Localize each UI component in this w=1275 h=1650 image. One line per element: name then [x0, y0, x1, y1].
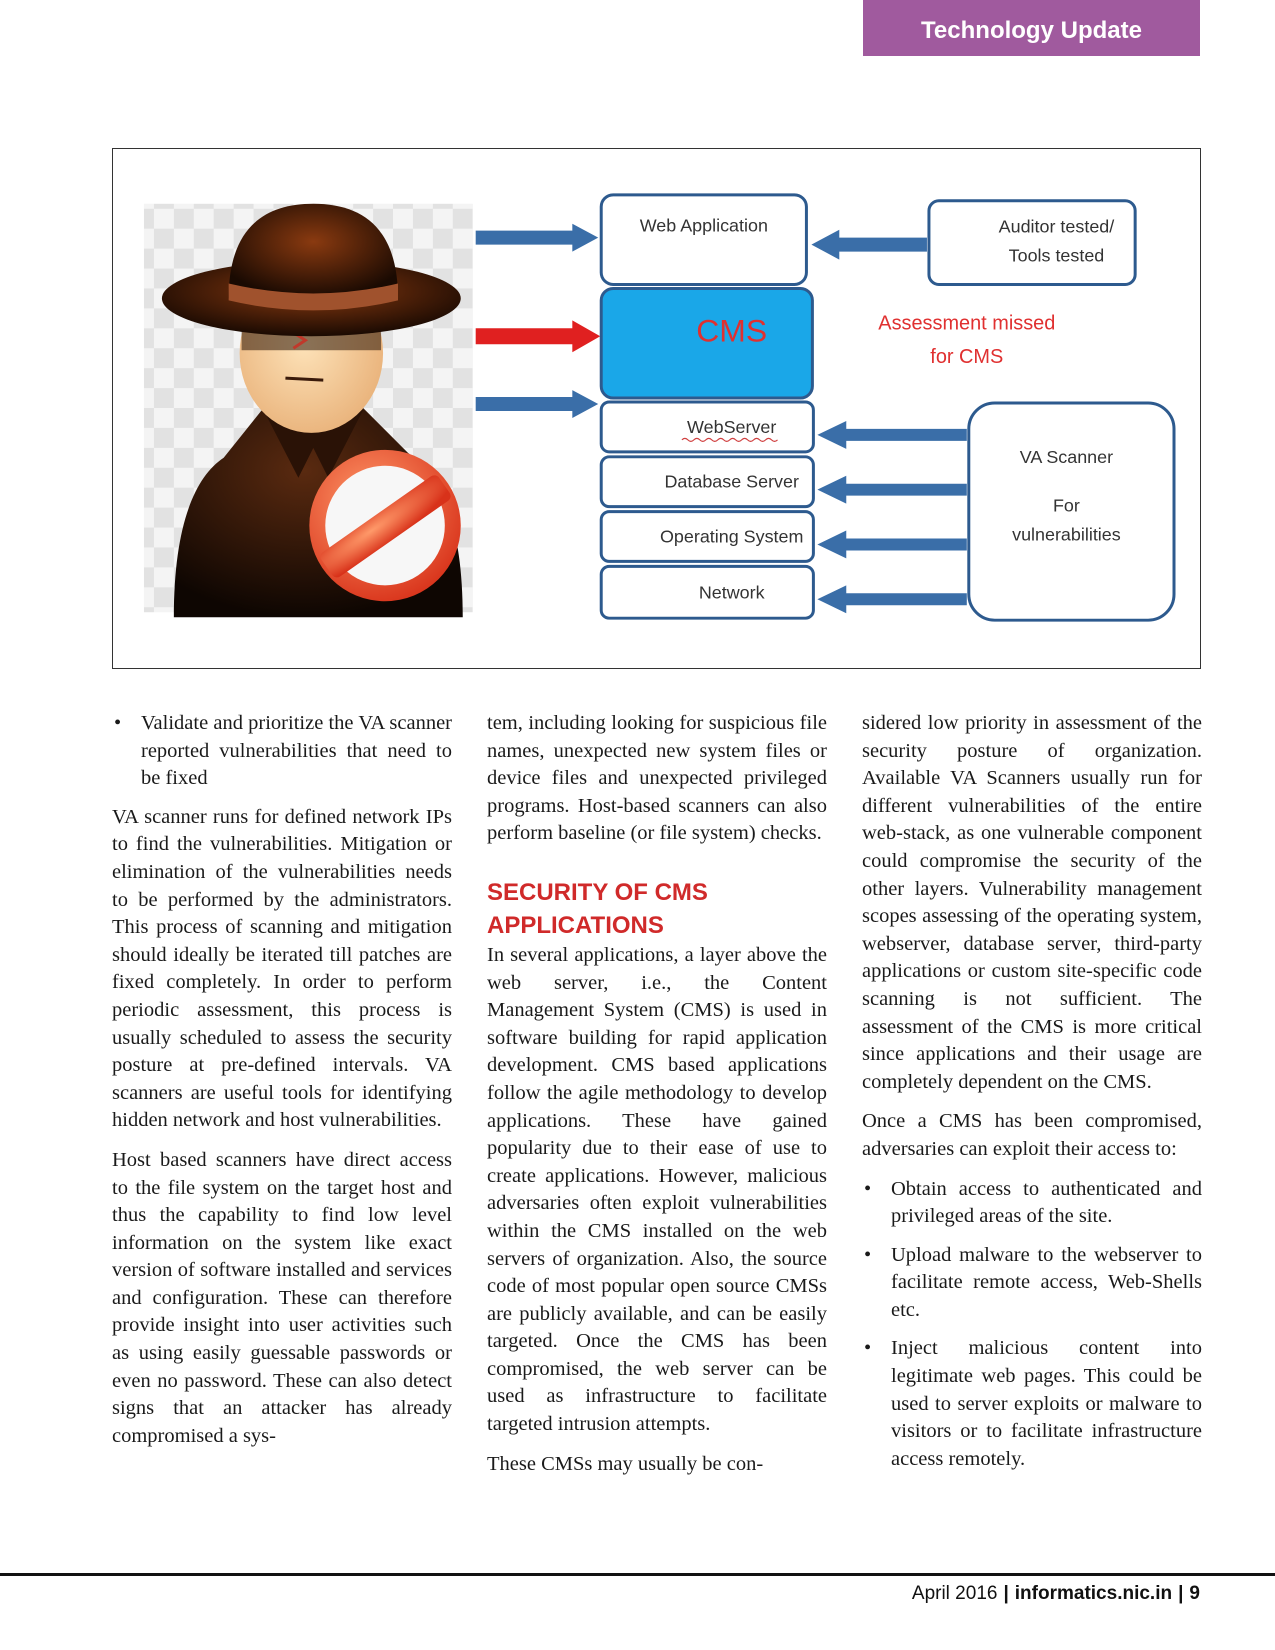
mouth-line — [285, 378, 323, 380]
arrow-va-to-network — [817, 585, 966, 613]
cms-label: CMS — [696, 312, 768, 349]
database-server-label: Database Server — [664, 471, 799, 492]
footer-separator: | — [1178, 1583, 1184, 1604]
attack-arrows — [476, 224, 601, 418]
section-heading-line1: SECURITY OF CMS — [487, 878, 708, 906]
va-scanner-label-line3: vulnerabilities — [1012, 524, 1121, 545]
arrow-va-to-database — [817, 476, 966, 504]
column-3-bullets — [862, 1176, 1202, 1474]
footer-date: April 2016 — [911, 1583, 998, 1604]
hacker-illustration — [144, 204, 473, 617]
column-2 — [487, 710, 827, 1490]
page-footer — [912, 1578, 1200, 1610]
auditor-box — [929, 201, 1135, 285]
arrow-from-auditor — [811, 230, 927, 260]
paragraph: These CMSs may usually be con- — [487, 1452, 764, 1475]
paragraph: In several applications, a layer above the web server, i.e., the Content Management System (CMS) is used in software building for rapid application development. CMS based applications follow the agile methodology to develop applications. These have gained popularity due to their ease of use to create applications. However, malicious adversaries often exploit vulnerabilities within the CMS installed on the web servers of organization. Also, the source code of most popular open source CMSs are publicly available, and can be easily targeted. Once the CMS has been compromised, the web server can be used as infrastructure to facilitate targeted intrusion attempts. — [487, 943, 827, 1436]
prohibited-icon — [309, 450, 460, 601]
column-3 — [862, 710, 1202, 1484]
section-heading-line2: APPLICATIONS — [487, 911, 664, 939]
va-scanner-group — [817, 403, 1174, 620]
list-item: • Inject malicious content into legitimate web pages. This could be used to server exploits or malware to visitors or to facilitate infrastructure access remotely. — [862, 1335, 1202, 1473]
column-1 — [112, 710, 452, 1462]
va-scanner-label-line1: VA Scanner — [1019, 446, 1114, 467]
web-application-box — [601, 195, 806, 285]
auditor-label-line1: Auditor tested/ — [998, 216, 1115, 237]
paragraph: tem, including looking for suspicious file names, unexpected new system files or device files and unexpected privileged programs. Host-based scanners can also perform baseline (or file system) checks. — [487, 712, 827, 845]
va-scanner-label-line2: For — [1052, 495, 1080, 516]
arrow-to-webserver — [476, 390, 599, 418]
paragraph: sidered low priority in assessment of the security posture of organization. Available VA Scanners usually run for different vulnerabilities of the entire web-stack, as one vulnerable component could compromise the security of the other layers. Vulnerability management scopes assessing of the operating system, webserver, database server, third-party applications or custom site-specific code scanning is not sufficient. The assessment of the CMS is more critical since applications and their usage are completely dependent on the CMS. — [862, 712, 1202, 1093]
arrow-va-to-os — [817, 531, 966, 559]
list-item: • Obtain access to authenticated and privileged areas of the site. — [862, 1176, 1202, 1231]
arrow-to-cms — [476, 320, 601, 352]
assessment-note-line2: for CMS — [930, 346, 1004, 369]
operating-system-label: Operating System — [659, 526, 804, 547]
auditor-label-line2: Tools tested — [1008, 245, 1105, 266]
list-item: • Validate and prioritize the VA scanner reported vulnerabilities that need to be fixed — [112, 710, 452, 793]
figure-svg — [113, 149, 1200, 668]
auditor-group — [811, 201, 1135, 285]
list-item: • Upload malware to the webserver to facilitate remote access, Web-Shells etc. — [862, 1242, 1202, 1325]
section-tab — [863, 0, 1200, 56]
paragraph: Host based scanners have direct access to the file system on the target host and thus the capability to find low level information on the system like exact version of software installed and services and configuration. These can therefore provide insight into user activities such as using easily guessable passwords or even no password. These can also detect signs that an attacker has already compromised a sys- — [112, 1148, 452, 1447]
page-number: 9 — [1189, 1583, 1200, 1604]
webserver-label: WebServer — [687, 416, 777, 437]
assessment-note-line1: Assessment missed — [878, 312, 1056, 335]
web-stack — [601, 195, 813, 618]
web-application-label: Web Application — [639, 215, 768, 236]
arrow-to-web-application — [476, 224, 599, 252]
paragraph: Once a CMS has been compromised, adversaries can exploit their access to: — [862, 1110, 1202, 1160]
paragraph: VA scanner runs for defined network IPs to find the vulnerabilities. Mitigation or elimination of the vulnerabilities needs to be performed by the administrators. This process of scanning and mitigation should ideally be iterated till patches are fixed completely. In order to perform periodic assessment, this process is usually scheduled to assess the security posture at pre-defined intervals. VA scanners are useful tools for identifying hidden network and host vulnerabilities. — [112, 805, 452, 1132]
section-heading — [487, 876, 827, 942]
footer-site-link[interactable]: informatics.nic.in — [1014, 1583, 1173, 1604]
footer-rule — [0, 1573, 1275, 1576]
cms-security-figure — [112, 148, 1201, 669]
network-label: Network — [698, 582, 765, 603]
column-1-bullets — [112, 710, 452, 793]
arrow-va-to-webserver — [817, 421, 966, 449]
footer-separator: | — [1003, 1583, 1009, 1604]
section-label: Technology Update — [921, 17, 1142, 44]
